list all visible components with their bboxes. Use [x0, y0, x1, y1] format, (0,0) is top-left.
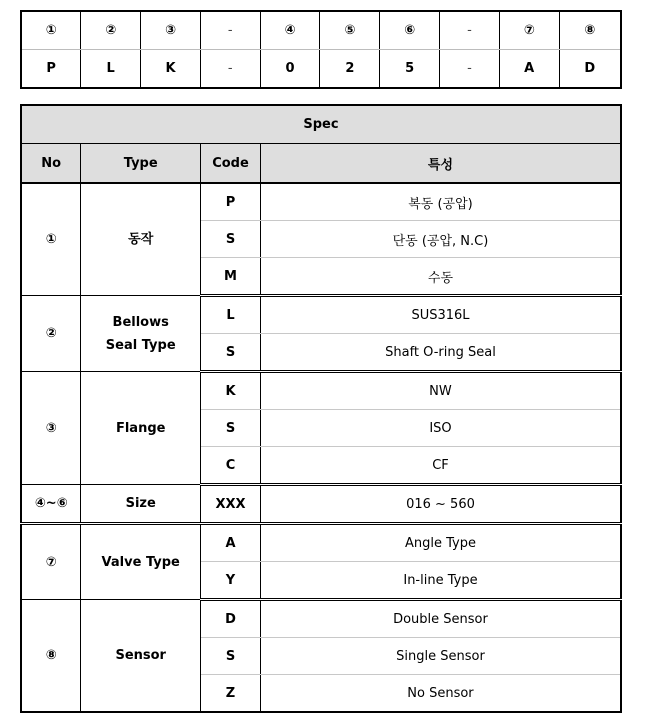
code-value-cell: 0	[260, 50, 320, 89]
spec-code: M	[201, 258, 261, 296]
spec-description: SUS316L	[260, 296, 621, 334]
code-separator-cell: -	[440, 11, 500, 50]
code-value-cell: P	[21, 50, 81, 89]
header-no: No	[21, 144, 81, 184]
spec-group-type-line: Seal Type	[105, 337, 176, 353]
model-code-table	[20, 10, 622, 89]
code-separator-cell: -	[200, 50, 260, 89]
spec-description: Angle Type	[260, 524, 621, 562]
spec-code: S	[201, 638, 261, 675]
spec-group-type: Flange	[81, 372, 201, 485]
code-separator-cell: -	[200, 11, 260, 50]
code-position-cell: ⑥	[380, 11, 440, 50]
spec-code: D	[201, 600, 261, 638]
spec-description: In-line Type	[260, 562, 621, 600]
spec-description: CF	[260, 447, 621, 485]
header-code: Code	[201, 144, 261, 184]
spec-code: Z	[201, 675, 261, 713]
code-value-cell: 2	[320, 50, 380, 89]
code-value-cell: A	[499, 50, 559, 89]
code-separator-cell: -	[440, 50, 500, 89]
code-value-cell: D	[559, 50, 621, 89]
code-value-row	[21, 50, 621, 89]
spec-code: S	[201, 334, 261, 372]
spec-group-no: ④~⑥	[21, 485, 81, 524]
spec-header-row	[21, 144, 621, 184]
code-value-cell: L	[81, 50, 141, 89]
code-position-row	[21, 11, 621, 50]
spec-description: 016 ~ 560	[260, 485, 621, 524]
spec-row	[21, 183, 621, 221]
code-position-cell: ⑧	[559, 11, 621, 50]
spec-description: Double Sensor	[260, 600, 621, 638]
spec-title-text: Spec	[303, 117, 339, 132]
spec-code: C	[201, 447, 261, 485]
code-position-cell: ⑦	[499, 11, 559, 50]
spec-row	[21, 296, 621, 334]
header-feature: 특성	[260, 144, 621, 184]
spec-group-type: Size	[81, 485, 201, 524]
code-value-cell: 5	[380, 50, 440, 89]
spec-description: 수동	[260, 258, 621, 296]
spec-description: Shaft O-ring Seal	[260, 334, 621, 372]
spec-group-type: Valve Type	[81, 524, 201, 600]
spec-code: S	[201, 410, 261, 447]
spec-description: 복동 (공압)	[260, 183, 621, 221]
spec-code: A	[201, 524, 261, 562]
spec-group-type: Sensor	[81, 600, 201, 713]
spec-code: P	[201, 183, 261, 221]
header-type: Type	[81, 144, 201, 184]
code-position-cell: ③	[141, 11, 201, 50]
spec-description: ISO	[260, 410, 621, 447]
spec-code: S	[201, 221, 261, 258]
spec-group-no: ②	[21, 296, 81, 372]
code-position-cell: ②	[81, 11, 141, 50]
spec-row	[21, 485, 621, 524]
code-value-cell: K	[141, 50, 201, 89]
spec-group-no: ①	[21, 183, 81, 296]
spec-description: Single Sensor	[260, 638, 621, 675]
spec-code: Y	[201, 562, 261, 600]
spec-group-type-line: Bellows	[112, 314, 169, 330]
spec-group-type: 동작	[81, 183, 201, 296]
spec-description: NW	[260, 372, 621, 410]
spec-row	[21, 524, 621, 562]
code-position-cell: ⑤	[320, 11, 380, 50]
spec-group-type	[81, 296, 201, 372]
spec-description: No Sensor	[260, 675, 621, 713]
spec-group-no: ⑦	[21, 524, 81, 600]
spec-row	[21, 600, 621, 638]
spec-table	[20, 104, 622, 713]
spec-code: L	[201, 296, 261, 334]
spec-code: K	[201, 372, 261, 410]
code-position-cell: ①	[21, 11, 81, 50]
spec-title	[21, 105, 621, 144]
spec-row	[21, 372, 621, 410]
code-position-cell: ④	[260, 11, 320, 50]
spec-code: XXX	[201, 485, 261, 524]
spec-description: 단동 (공압, N.C)	[260, 221, 621, 258]
spec-group-no: ③	[21, 372, 81, 485]
spec-group-no: ⑧	[21, 600, 81, 713]
